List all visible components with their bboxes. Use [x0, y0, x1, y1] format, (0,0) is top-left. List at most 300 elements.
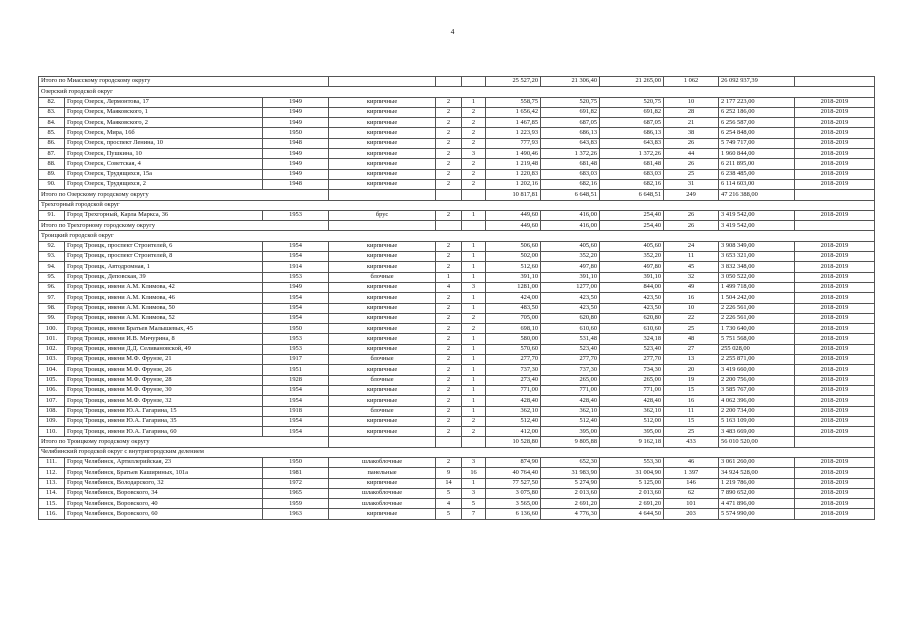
residents-cell: 15 [664, 416, 719, 426]
cost-cell: 2 200 734,00 [719, 406, 795, 416]
wall-material-cell: кирпичные [329, 334, 436, 344]
table-row [39, 252, 875, 262]
residents-cell: 38 [664, 128, 719, 138]
row-number-cell: 98. [39, 303, 65, 313]
empty-cell [436, 437, 462, 447]
period-cell: 2018-2019 [795, 128, 875, 138]
empty-cell [462, 437, 486, 447]
address-cell: Город Троицк, проспект Строителей, 8 [65, 252, 263, 262]
cost-cell: 6 211 895,00 [719, 159, 795, 169]
area-cell: 6 136,60 [486, 509, 541, 519]
year-cell: 1950 [263, 324, 329, 334]
entrances-cell: 2 [462, 138, 486, 148]
year-cell: 1917 [263, 355, 329, 365]
year-cell: 1954 [263, 313, 329, 323]
entrances-cell: 1 [462, 303, 486, 313]
table-row [39, 488, 875, 498]
address-cell: Город Троицк, имени Ю.А. Гагарина, 35 [65, 416, 263, 426]
address-cell: Город Челябинск, Братьев Кашириных, 101а [65, 468, 263, 478]
row-number-cell: 82. [39, 97, 65, 107]
entrances-cell: 1 [462, 241, 486, 251]
cost-cell: 2 200 756,00 [719, 375, 795, 385]
year-cell: 1914 [263, 262, 329, 272]
area-cell: 1 219,48 [486, 159, 541, 169]
living-area-cell: 416,00 [541, 210, 600, 220]
year-cell: 1959 [263, 499, 329, 509]
period-cell: 2018-2019 [795, 406, 875, 416]
entrances-cell: 2 [462, 169, 486, 179]
living-area-cell: 265,00 [541, 375, 600, 385]
living-area-cell: 1277,00 [541, 282, 600, 292]
entrances-cell: 2 [462, 107, 486, 117]
district-name: Озерский городской округ [39, 87, 875, 97]
page-number: 4 [450, 27, 455, 36]
entrances-cell: 2 [462, 324, 486, 334]
total-area-cell: 25 527,20 [486, 77, 541, 87]
residents-cell: 146 [664, 478, 719, 488]
district-name: Трехгорный городской округ [39, 200, 875, 210]
floors-cell: 2 [436, 324, 462, 334]
area-cell: 1 202,16 [486, 179, 541, 189]
residents-cell: 22 [664, 313, 719, 323]
cost-cell: 255 028,00 [719, 344, 795, 354]
empty-cell [329, 221, 436, 231]
area-cell: 1 220,83 [486, 169, 541, 179]
cost-cell: 6 252 186,00 [719, 107, 795, 117]
address-cell: Город Троицк, имени А.М. Климова, 52 [65, 313, 263, 323]
floors-cell: 2 [436, 262, 462, 272]
entrances-cell: 1 [462, 355, 486, 365]
residents-cell: 16 [664, 396, 719, 406]
row-number-cell: 109. [39, 416, 65, 426]
wall-material-cell: кирпичные [329, 396, 436, 406]
year-cell: 1981 [263, 468, 329, 478]
wall-material-cell: шлакоблочные [329, 457, 436, 467]
wall-material-cell: кирпичные [329, 107, 436, 117]
residents-cell: 13 [664, 355, 719, 365]
residents-cell: 25 [664, 427, 719, 437]
area-cell: 362,10 [486, 406, 541, 416]
residents-cell: 27 [664, 344, 719, 354]
period-cell: 2018-2019 [795, 97, 875, 107]
entrances-cell: 1 [462, 396, 486, 406]
total-area-cell: 449,60 [486, 221, 541, 231]
empty-cell [462, 77, 486, 87]
cost-cell: 2 226 561,00 [719, 313, 795, 323]
residents-cell: 26 [664, 138, 719, 148]
period-cell: 2018-2019 [795, 488, 875, 498]
wall-material-cell: кирпичные [329, 427, 436, 437]
entrances-cell: 2 [462, 118, 486, 128]
wall-material-cell: кирпичные [329, 293, 436, 303]
year-cell: 1949 [263, 97, 329, 107]
period-cell: 2018-2019 [795, 303, 875, 313]
resettled-area-cell: 31 004,90 [600, 468, 664, 478]
period-cell: 2018-2019 [795, 344, 875, 354]
period-cell: 2018-2019 [795, 427, 875, 437]
address-cell: Город Озерск, Маяковского, 1 [65, 107, 263, 117]
address-cell: Город Челябинск, Володарского, 32 [65, 478, 263, 488]
period-cell: 2018-2019 [795, 210, 875, 220]
year-cell: 1950 [263, 457, 329, 467]
address-cell: Город Челябинск, Воровского, 34 [65, 488, 263, 498]
wall-material-cell: кирпичные [329, 344, 436, 354]
wall-material-cell: кирпичные [329, 303, 436, 313]
year-cell: 1972 [263, 478, 329, 488]
area-cell: 412,00 [486, 427, 541, 437]
cost-cell: 3 419 660,00 [719, 365, 795, 375]
year-cell: 1953 [263, 344, 329, 354]
row-number-cell: 90. [39, 179, 65, 189]
address-cell: Город Озерск, Маяковского, 2 [65, 118, 263, 128]
area-cell: 874,90 [486, 457, 541, 467]
empty-cell [462, 190, 486, 200]
table-row [39, 128, 875, 138]
row-number-cell: 104. [39, 365, 65, 375]
empty-cell [436, 221, 462, 231]
resettled-area-cell: 683,03 [600, 169, 664, 179]
row-number-cell: 93. [39, 252, 65, 262]
empty-cell [329, 77, 436, 87]
cost-cell: 3 832 348,00 [719, 262, 795, 272]
resettled-area-cell: 734,30 [600, 365, 664, 375]
empty-cell [462, 221, 486, 231]
row-number-cell: 87. [39, 149, 65, 159]
table-row [39, 344, 875, 354]
floors-cell: 2 [436, 427, 462, 437]
floors-cell: 2 [436, 241, 462, 251]
table-row [39, 334, 875, 344]
row-number-cell: 96. [39, 282, 65, 292]
resettled-area-cell: 362,10 [600, 406, 664, 416]
wall-material-cell: кирпичные [329, 262, 436, 272]
cost-cell: 6 254 848,00 [719, 128, 795, 138]
area-cell: 40 764,40 [486, 468, 541, 478]
wall-material-cell: кирпичные [329, 416, 436, 426]
year-cell: 1949 [263, 118, 329, 128]
row-number-cell: 110. [39, 427, 65, 437]
wall-material-cell: кирпичные [329, 509, 436, 519]
floors-cell: 2 [436, 303, 462, 313]
year-cell: 1949 [263, 107, 329, 117]
cost-cell: 1 499 718,00 [719, 282, 795, 292]
row-number-cell: 85. [39, 128, 65, 138]
total-label: Итого по Озерскому городскому округу [39, 190, 329, 200]
wall-material-cell: кирпичные [329, 313, 436, 323]
entrances-cell: 1 [462, 375, 486, 385]
residents-cell: 203 [664, 509, 719, 519]
table-row [39, 97, 875, 107]
period-cell: 2018-2019 [795, 457, 875, 467]
resettled-area-cell: 1 372,26 [600, 149, 664, 159]
district-header-row [39, 200, 875, 210]
table-row [39, 138, 875, 148]
area-cell: 580,00 [486, 334, 541, 344]
period-cell: 2018-2019 [795, 509, 875, 519]
floors-cell: 2 [436, 334, 462, 344]
period-cell: 2018-2019 [795, 138, 875, 148]
resettled-area-cell: 771,00 [600, 385, 664, 395]
living-area-cell: 423,50 [541, 303, 600, 313]
residents-cell: 1 397 [664, 468, 719, 478]
area-cell: 483,50 [486, 303, 541, 313]
period-cell: 2018-2019 [795, 293, 875, 303]
entrances-cell: 3 [462, 457, 486, 467]
total-label: Итого по Трехгорному городскому округу [39, 221, 329, 231]
cost-cell: 3 419 542,00 [719, 210, 795, 220]
table-body [39, 77, 875, 520]
wall-material-cell: кирпичные [329, 241, 436, 251]
resettled-area-cell: 254,40 [600, 210, 664, 220]
cost-cell: 3 050 522,00 [719, 272, 795, 282]
resettled-area-cell: 2 691,20 [600, 499, 664, 509]
address-cell: Город Троицк, Автодромная, 1 [65, 262, 263, 272]
entrances-cell: 3 [462, 488, 486, 498]
wall-material-cell: кирпичные [329, 159, 436, 169]
table-row [39, 262, 875, 272]
row-number-cell: 91. [39, 210, 65, 220]
address-cell: Город Челябинск, Артиллерийская, 23 [65, 457, 263, 467]
residents-cell: 44 [664, 149, 719, 159]
row-number-cell: 106. [39, 385, 65, 395]
row-number-cell: 116. [39, 509, 65, 519]
wall-material-cell: кирпичные [329, 138, 436, 148]
period-cell: 2018-2019 [795, 324, 875, 334]
wall-material-cell: кирпичные [329, 282, 436, 292]
area-cell: 570,60 [486, 344, 541, 354]
address-cell: Город Озерск, Советская, 4 [65, 159, 263, 169]
row-number-cell: 114. [39, 488, 65, 498]
residents-cell: 16 [664, 293, 719, 303]
entrances-cell: 2 [462, 159, 486, 169]
year-cell: 1953 [263, 334, 329, 344]
address-cell: Город Троицк, имени М.Ф. Фрунзе, 32 [65, 396, 263, 406]
table-row [39, 118, 875, 128]
floors-cell: 2 [436, 457, 462, 467]
living-area-cell: 683,03 [541, 169, 600, 179]
residents-cell: 48 [664, 334, 719, 344]
period-cell: 2018-2019 [795, 149, 875, 159]
floors-cell: 2 [436, 169, 462, 179]
period-cell: 2018-2019 [795, 499, 875, 509]
entrances-cell: 1 [462, 210, 486, 220]
row-number-cell: 99. [39, 313, 65, 323]
floors-cell: 2 [436, 97, 462, 107]
cost-cell: 2 226 561,00 [719, 303, 795, 313]
resettled-area-cell: 682,16 [600, 179, 664, 189]
floors-cell: 4 [436, 499, 462, 509]
total-resettled-area-cell: 21 265,00 [600, 77, 664, 87]
address-cell: Город Троицк, имени А.М. Климова, 46 [65, 293, 263, 303]
cost-cell: 1 219 786,00 [719, 478, 795, 488]
period-cell: 2018-2019 [795, 355, 875, 365]
living-area-cell: 686,13 [541, 128, 600, 138]
address-cell: Город Троицк, имени А.М. Климова, 42 [65, 282, 263, 292]
entrances-cell: 1 [462, 252, 486, 262]
area-cell: 512,60 [486, 262, 541, 272]
resettled-area-cell: 844,00 [600, 282, 664, 292]
wall-material-cell: брус [329, 210, 436, 220]
entrances-cell: 3 [462, 282, 486, 292]
floors-cell: 2 [436, 365, 462, 375]
living-area-cell: 2 691,20 [541, 499, 600, 509]
wall-material-cell: кирпичные [329, 169, 436, 179]
residents-cell: 46 [664, 457, 719, 467]
table-row [39, 416, 875, 426]
total-residents-cell: 26 [664, 221, 719, 231]
row-number-cell: 108. [39, 406, 65, 416]
floors-cell: 2 [436, 293, 462, 303]
table-row [39, 313, 875, 323]
resettled-area-cell: 5 125,00 [600, 478, 664, 488]
residents-cell: 20 [664, 365, 719, 375]
address-cell: Город Троицк, Деповская, 39 [65, 272, 263, 282]
wall-material-cell: кирпичные [329, 128, 436, 138]
floors-cell: 2 [436, 252, 462, 262]
year-cell: 1954 [263, 303, 329, 313]
entrances-cell: 16 [462, 468, 486, 478]
year-cell: 1963 [263, 509, 329, 519]
area-cell: 1 223,93 [486, 128, 541, 138]
total-area-cell: 10 817,81 [486, 190, 541, 200]
table-row [39, 107, 875, 117]
residents-cell: 45 [664, 262, 719, 272]
period-cell: 2018-2019 [795, 365, 875, 375]
area-cell: 1 490,46 [486, 149, 541, 159]
entrances-cell: 1 [462, 334, 486, 344]
row-number-cell: 113. [39, 478, 65, 488]
district-header-row [39, 447, 875, 457]
resettled-area-cell: 512,00 [600, 416, 664, 426]
floors-cell: 2 [436, 385, 462, 395]
year-cell: 1949 [263, 282, 329, 292]
cost-cell: 34 924 528,00 [719, 468, 795, 478]
wall-material-cell: кирпичные [329, 149, 436, 159]
table-row [39, 324, 875, 334]
residents-cell: 11 [664, 252, 719, 262]
resettled-area-cell: 686,13 [600, 128, 664, 138]
row-number-cell: 88. [39, 159, 65, 169]
total-residents-cell: 433 [664, 437, 719, 447]
period-cell: 2018-2019 [795, 416, 875, 426]
living-area-cell: 737,30 [541, 365, 600, 375]
row-number-cell: 83. [39, 107, 65, 117]
entrances-cell: 7 [462, 509, 486, 519]
resettled-area-cell: 497,80 [600, 262, 664, 272]
resettled-area-cell: 691,82 [600, 107, 664, 117]
cost-cell: 3 653 321,00 [719, 252, 795, 262]
wall-material-cell: кирпичные [329, 365, 436, 375]
cost-cell: 3 908 349,00 [719, 241, 795, 251]
cost-cell: 1 960 844,00 [719, 149, 795, 159]
empty-cell [795, 77, 875, 87]
row-number-cell: 86. [39, 138, 65, 148]
address-cell: Город Челябинск, Воровского, 40 [65, 499, 263, 509]
period-cell: 2018-2019 [795, 252, 875, 262]
period-cell: 2018-2019 [795, 179, 875, 189]
empty-cell [329, 190, 436, 200]
district-total-row [39, 77, 875, 87]
total-label: Итого по Миасскому городскому округу [39, 77, 329, 87]
floors-cell: 2 [436, 149, 462, 159]
resettled-area-cell: 405,60 [600, 241, 664, 251]
area-cell: 428,40 [486, 396, 541, 406]
area-cell: 273,40 [486, 375, 541, 385]
table-row [39, 179, 875, 189]
year-cell: 1954 [263, 416, 329, 426]
period-cell: 2018-2019 [795, 262, 875, 272]
year-cell: 1918 [263, 406, 329, 416]
wall-material-cell: кирпичные [329, 478, 436, 488]
row-number-cell: 102. [39, 344, 65, 354]
row-number-cell: 97. [39, 293, 65, 303]
table-row [39, 159, 875, 169]
wall-material-cell: кирпичные [329, 324, 436, 334]
entrances-cell: 5 [462, 499, 486, 509]
entrances-cell: 1 [462, 262, 486, 272]
wall-material-cell: панельные [329, 468, 436, 478]
address-cell: Город Озерск, Трудящихся, 2 [65, 179, 263, 189]
entrances-cell: 1 [462, 478, 486, 488]
empty-cell [329, 437, 436, 447]
cost-cell: 5 751 568,00 [719, 334, 795, 344]
total-residents-cell: 1 062 [664, 77, 719, 87]
address-cell: Город Троицк, имени М.Ф. Фрунзе, 21 [65, 355, 263, 365]
period-cell: 2018-2019 [795, 118, 875, 128]
living-area-cell: 277,70 [541, 355, 600, 365]
row-number-cell: 101. [39, 334, 65, 344]
total-cost-cell: 47 216 388,00 [719, 190, 795, 200]
period-cell: 2018-2019 [795, 313, 875, 323]
floors-cell: 2 [436, 396, 462, 406]
table-row [39, 210, 875, 220]
year-cell: 1954 [263, 385, 329, 395]
address-cell: Город Троицк, имени Ю.А. Гагарина, 60 [65, 427, 263, 437]
entrances-cell: 2 [462, 179, 486, 189]
entrances-cell: 2 [462, 416, 486, 426]
table-row [39, 427, 875, 437]
living-area-cell: 428,40 [541, 396, 600, 406]
total-cost-cell: 56 010 520,00 [719, 437, 795, 447]
address-cell: Город Озерск, Мира, 16б [65, 128, 263, 138]
district-header-row [39, 87, 875, 97]
cost-cell: 2 255 871,00 [719, 355, 795, 365]
address-cell: Город Троицк, проспект Строителей, 6 [65, 241, 263, 251]
living-area-cell: 497,80 [541, 262, 600, 272]
living-area-cell: 423,50 [541, 293, 600, 303]
floors-cell: 5 [436, 488, 462, 498]
total-cost-cell: 26 092 937,39 [719, 77, 795, 87]
year-cell: 1949 [263, 159, 329, 169]
cost-cell: 4 062 396,00 [719, 396, 795, 406]
resettled-area-cell: 423,50 [600, 293, 664, 303]
address-cell: Город Озерск, Лермонтова, 17 [65, 97, 263, 107]
address-cell: Город Озерск, Трудящихся, 15а [65, 169, 263, 179]
area-cell: 698,10 [486, 324, 541, 334]
cost-cell: 2 177 223,00 [719, 97, 795, 107]
area-cell: 506,60 [486, 241, 541, 251]
address-cell: Город Челябинск, Воровского, 60 [65, 509, 263, 519]
residents-cell: 26 [664, 210, 719, 220]
resettled-area-cell: 2 013,60 [600, 488, 664, 498]
address-cell: Город Троицк, имени И.В. Мичурина, 8 [65, 334, 263, 344]
living-area-cell: 5 274,90 [541, 478, 600, 488]
area-cell: 737,30 [486, 365, 541, 375]
table-row [39, 355, 875, 365]
living-area-cell: 687,05 [541, 118, 600, 128]
floors-cell: 1 [436, 272, 462, 282]
residents-cell: 10 [664, 97, 719, 107]
